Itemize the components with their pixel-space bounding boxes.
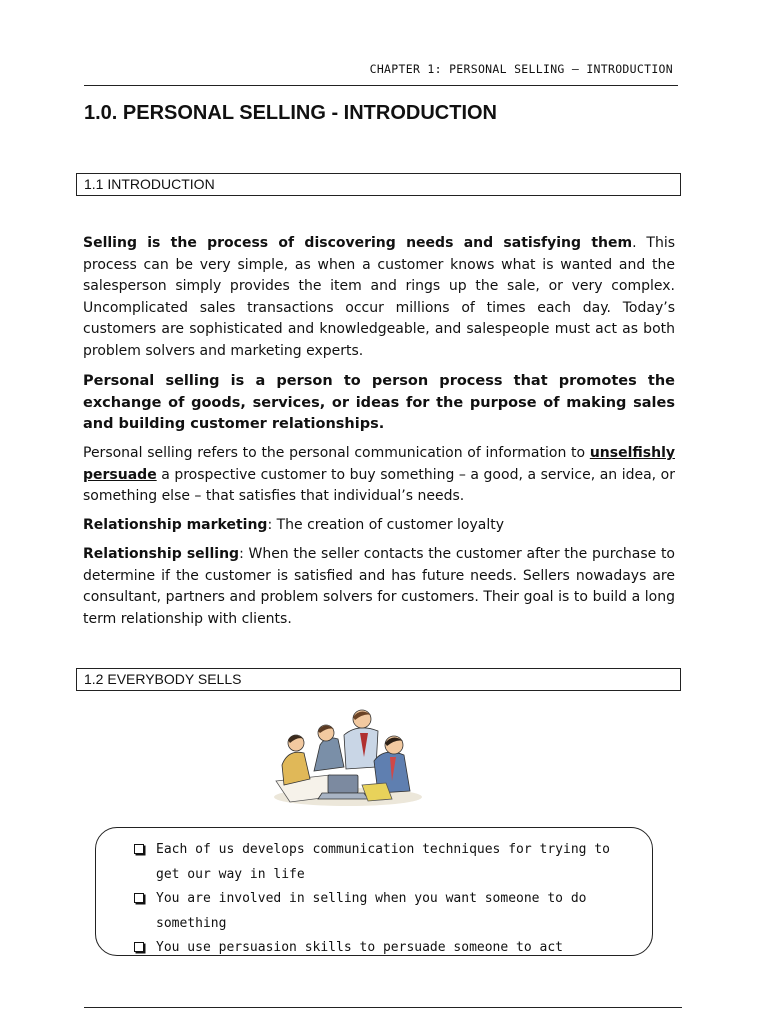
paragraph-relationship-marketing: [83, 515, 675, 537]
key-points-list: [133, 838, 636, 961]
relationship-selling-label: Relationship selling: [83, 546, 240, 562]
list-item: [133, 838, 636, 887]
footer-divider: [84, 1007, 682, 1008]
paragraph-personal-selling-definition: Personal selling is a person to person process that promotes the exchange of goods, services, or ideas for the purpose of making sales and building customer relationships.: [83, 373, 675, 433]
personal-communication-end: a prospective customer to buy something – a good, a service, an idea, or something else – that satisfies that individual’s needs.: [83, 466, 675, 505]
list-item: [133, 887, 636, 936]
business-team-clipart-icon: [268, 705, 428, 809]
checkbox-bullet-icon: [134, 893, 144, 903]
paragraph-selling-definition: [83, 233, 675, 363]
list-item-text: You use persuasion skills to persuade someone to act: [156, 940, 563, 955]
section-heading-introduction: 1.1 INTRODUCTION: [76, 173, 681, 196]
personal-communication-start: Personal selling refers to the personal communication of information to: [83, 445, 590, 461]
selling-definition-lead: Selling is the process of discovering needs and satisfying them: [83, 235, 633, 251]
running-header: CHAPTER 1: PERSONAL SELLING – INTRODUCTION: [369, 62, 673, 76]
paragraph-personal-communication: [83, 443, 675, 508]
checkbox-bullet-icon: [134, 844, 144, 854]
page-title: 1.0. PERSONAL SELLING - INTRODUCTION: [84, 102, 497, 124]
list-item-text: You are involved in selling when you want someone to do something: [156, 891, 587, 931]
list-item: [133, 936, 636, 961]
relationship-marketing-label: Relationship marketing: [83, 517, 268, 533]
relationship-selling-text: : When the seller contacts the customer after the purchase to determine if the customer is satisfied and has future needs. Sellers nowadays are consultant, partners and problem solvers for customers. Their goal is to build a long term relationship with clients.: [83, 546, 676, 627]
relationship-marketing-text: : The creation of customer loyalty: [267, 517, 505, 533]
list-item-text: Each of us develops communication techniques for trying to get our way in life: [156, 842, 610, 882]
section-heading-everybody-sells: 1.2 EVERYBODY SELLS: [76, 668, 681, 691]
selling-definition-text: . This process can be very simple, as when a customer knows what is wanted and the salesperson simply provides the item and rings up the sale, or very complex. Uncomplicated sales transactions occur millions of times each day. Today’s customers are sophisticated and knowledgeable, and salespeople must act as both problem solvers and marketing experts.: [83, 235, 676, 359]
paragraph-relationship-selling: [83, 544, 675, 630]
checkbox-bullet-icon: [134, 942, 144, 952]
unselfishly-persuade-emphasis: unselfishly persuade: [83, 445, 675, 483]
header-divider: [84, 85, 678, 86]
